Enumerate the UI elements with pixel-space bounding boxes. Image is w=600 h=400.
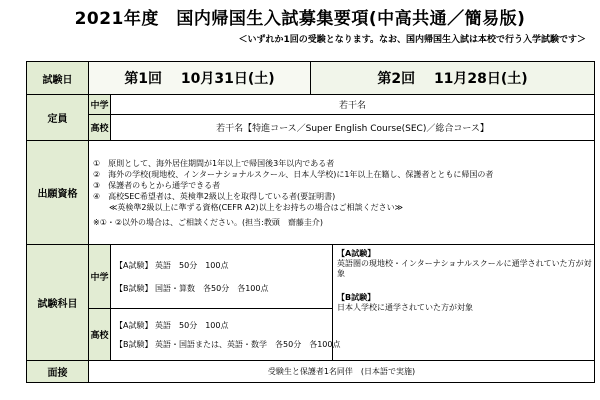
eligibility-note: ※①・②以外の場合は、ご相談ください。(担当:教頭 齋藤圭介): [93, 217, 323, 227]
interview-row: [27, 361, 595, 383]
capacity-jh-value: 若干名: [111, 95, 595, 115]
subjects-jh-b: 【B試験】 国語・算数 各50分 各100点: [115, 283, 269, 293]
subjects-label: 試験科目: [27, 245, 89, 361]
exam-round-2: 第2回 11月28日(土): [311, 62, 595, 95]
eligibility-item-4: ④ 高校SEC希望者は、英検準2級以上を取得している者(要証明書): [93, 191, 336, 201]
subjects-description: [333, 245, 595, 361]
subjects-hs-content: [111, 309, 341, 361]
eligibility-content: [89, 141, 595, 245]
interview-label: 面接: [27, 361, 89, 383]
subjects-hs-a: 【A試験】 英語 50分 100点: [115, 320, 229, 330]
subjects-hs-label: 高校: [89, 309, 111, 361]
document-title: 2021年度 国内帰国生入試募集要項(中高共通／簡易版): [74, 9, 526, 29]
capacity-hs-value: 若干名【特進コース／Super English Course(SEC)／総合コース】: [111, 115, 595, 141]
capacity-hs-row: [27, 115, 595, 141]
subjects-jh-content: [111, 245, 333, 309]
eligibility-label: 出願資格: [27, 141, 89, 245]
exam-note: ＜いずれか1回の受験となります。なお、国内帰国生入試は本校で行う入学試験です＞: [238, 35, 586, 45]
subjects-desc-a-title: 【A試験】: [337, 249, 376, 258]
subjects-jh-label: 中学: [89, 245, 111, 309]
subjects-jh-row: [27, 245, 595, 309]
eligibility-item-2: ② 海外の学校(現地校、インターナショナルスクール、日本人学校)に1年以上在籍し、保護者とともに帰国の者: [93, 169, 494, 179]
admission-table: [26, 61, 595, 383]
subjects-jh-a: 【A試験】 英語 50分 100点: [115, 260, 229, 270]
capacity-jh-label: 中学: [89, 95, 111, 115]
exam-date-label: 試験日: [27, 62, 89, 95]
capacity-jh-row: [27, 95, 595, 115]
subjects-desc-b-title: 【B試験】: [337, 293, 376, 302]
subjects-desc-b: 日本人学校に通学されていた方が対象: [337, 303, 474, 312]
eligibility-item-1: ① 原則として、海外居住期間が1年以上で帰国後3年以内である者: [93, 158, 335, 168]
eligibility-item-5: ≪英検準2級以上に準ずる資格(CEFR A2)以上をお持ちの場合はご相談ください≫: [93, 202, 403, 212]
capacity-hs-label: 高校: [89, 115, 111, 141]
exam-round-1: 第1回 10月31日(土): [89, 62, 311, 95]
capacity-label: 定員: [27, 95, 89, 141]
interview-value: 受験生と保護者1名同伴 (日本語で実施): [89, 361, 595, 383]
eligibility-item-3: ③ 保護者のもとから通学できる者: [93, 180, 221, 190]
eligibility-row: [27, 141, 595, 245]
subjects-desc-a: 英語圏の現地校・インターナショナルスクールに通学されていた方が対象: [337, 259, 592, 278]
exam-date-row: [27, 62, 595, 95]
subjects-hs-b: 【B試験】 英語・国語または、英語・数学 各50分 各100点: [115, 339, 341, 349]
